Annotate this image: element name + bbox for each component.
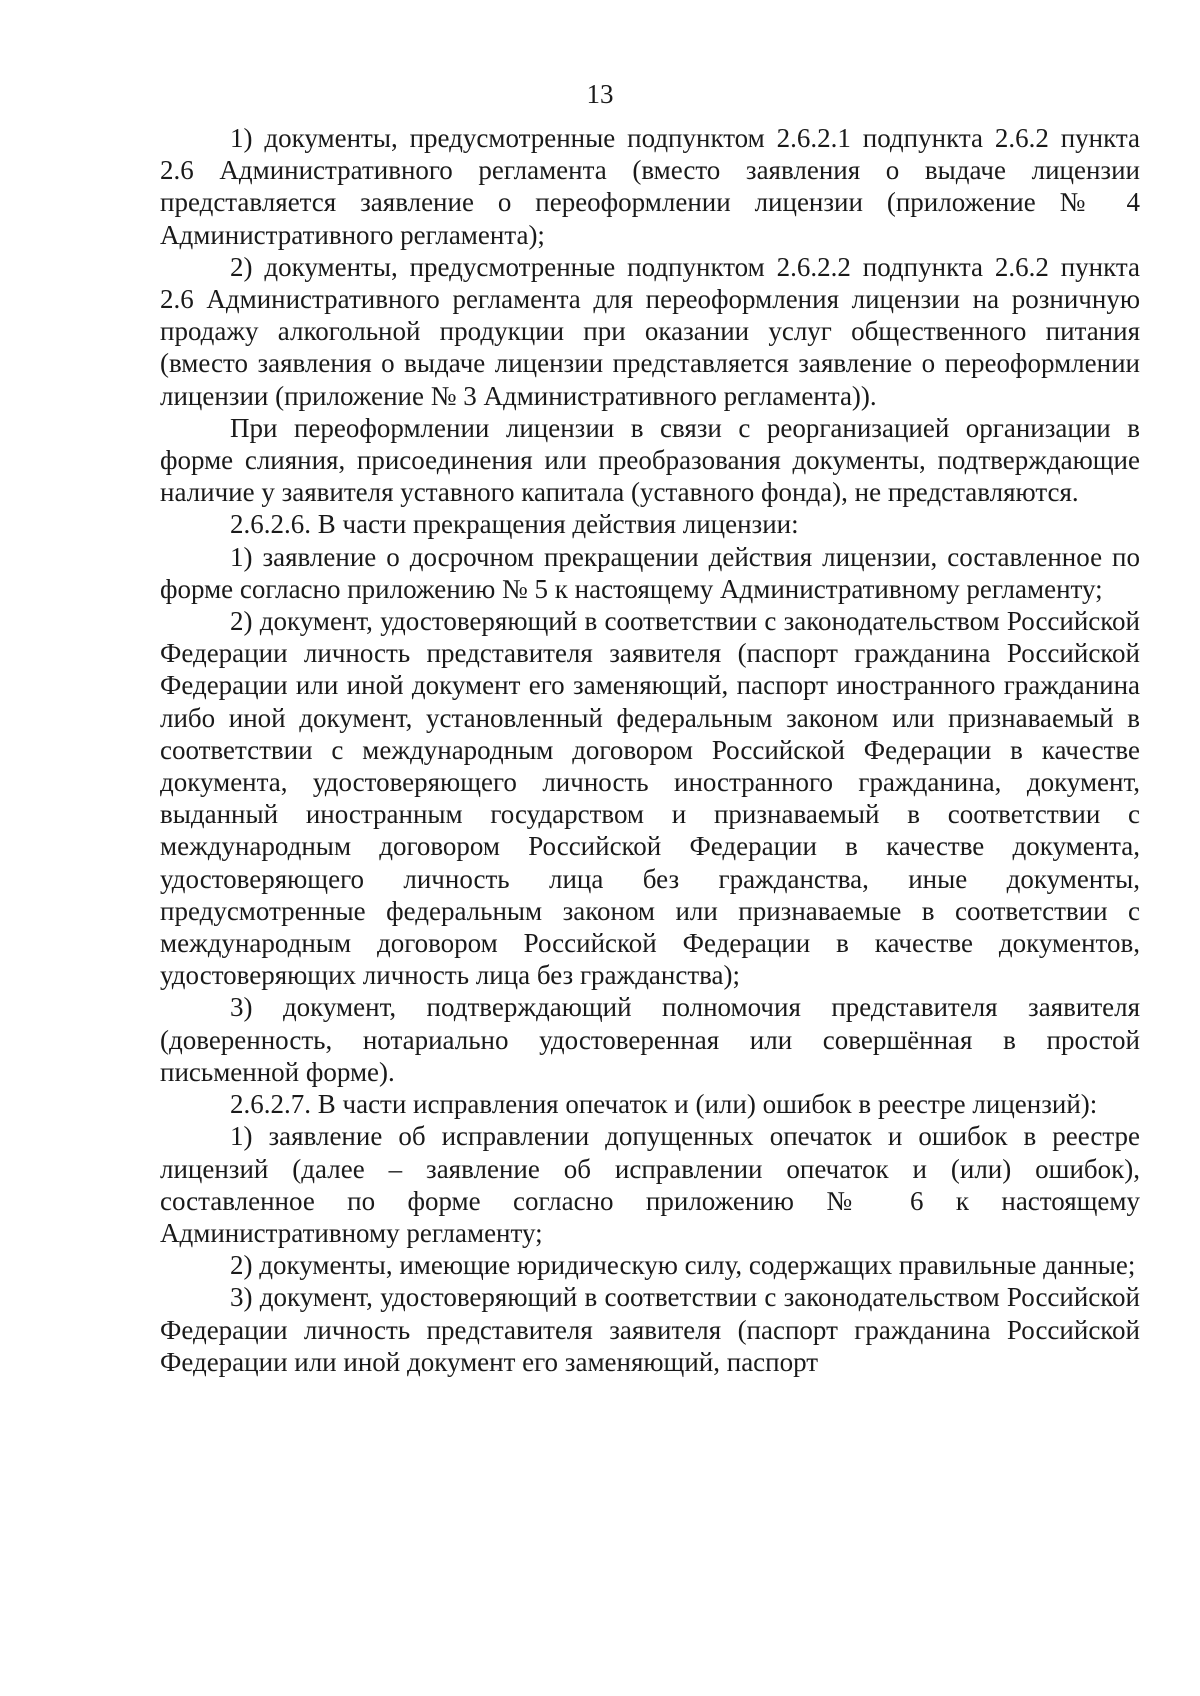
paragraph-item-2-catering-docs: 2) документы, предусмотренные подпунктом 2.6.2.2 подпункта 2.6.2 пункта 2.6 Административного регламента для переоформления лицензии на розничную продажу алкогольной продукции при оказании услуг общественного питания (вместо заявления о выдаче лицензии представляется заявление о переоформлении лицензии (приложение № 3 Административного регламента)). bbox=[160, 251, 1140, 411]
paragraph-reorganization-note: При переоформлении лицензии в связи с реорганизацией организации в форме слияния, присоединения или преобразования документы, подтверждающие наличие у заявителя уставного капитала (уставного фонда), не представляются. bbox=[160, 412, 1140, 508]
paragraph-power-of-attorney: 3) документ, подтверждающий полномочия представителя заявителя (доверенность, нотариально удостоверенная или совершённая в простой письменной форме). bbox=[160, 992, 1140, 1087]
paragraph-early-termination-application: 1) заявление о досрочном прекращении действия лицензии, составленное по форме согласно приложению № 5 к настоящему Административному регламенту; bbox=[160, 541, 1140, 604]
section-heading-2-6-2-7: 2.6.2.7. В части исправления опечаток и (или) ошибок в реестре лицензий): bbox=[230, 1089, 1098, 1120]
paragraph-item-1-reissue-docs: 1) документы, предусмотренные подпунктом 2.6.2.1 подпункта 2.6.2 пункта 2.6 Административного регламента (вместо заявления о выдаче лицензии представляется заявление о переоформлении лицензии (приложение № 4 Административного регламента); bbox=[160, 123, 1140, 250]
section-heading-2-6-2-6: 2.6.2.6. В части прекращения действия лицензии: bbox=[230, 509, 799, 540]
paragraph-correction-application: 1) заявление об исправлении допущенных опечаток и ошибок в реестре лицензий (далее – заявление об исправлении опечаток и (или) ошибок), составленное по форме согласно приложению № 6 к настоящему Административному регламенту; bbox=[160, 1121, 1140, 1248]
paragraph-identity-document-continued: 3) документ, удостоверяющий в соответствии с законодательством Российской Федерации личность представителя заявителя (паспорт гражданина Российской Федерации или иной документ его заменяющий, паспорт bbox=[160, 1282, 1140, 1377]
paragraph-legal-documents: 2) документы, имеющие юридическую силу, содержащих правильные данные; bbox=[230, 1250, 1136, 1281]
page-number: 13 bbox=[586, 79, 614, 109]
document-body bbox=[160, 122, 1140, 1378]
paragraph-identity-document: 2) документ, удостоверяющий в соответствии с законодательством Российской Федерации личность представителя заявителя (паспорт гражданина Российской Федерации или иной документ его заменяющий, паспорт иностранного гражданина либо иной документ, установленный федеральным законом или признаваемый в соответствии с международным договором Российской Федерации в качестве документа, удостоверяющего личность иностранного гражданина, документ, выданный иностранным государством и признаваемый в соответствии с международным договором Российской Федерации в качестве документа, удостоверяющего личность лица без гражданства, иные документы, предусмотренные федеральным законом или признаваемые в соответствии с международным договором Российской Федерации в качестве документов, удостоверяющих личность лица без гражданства); bbox=[160, 606, 1140, 991]
